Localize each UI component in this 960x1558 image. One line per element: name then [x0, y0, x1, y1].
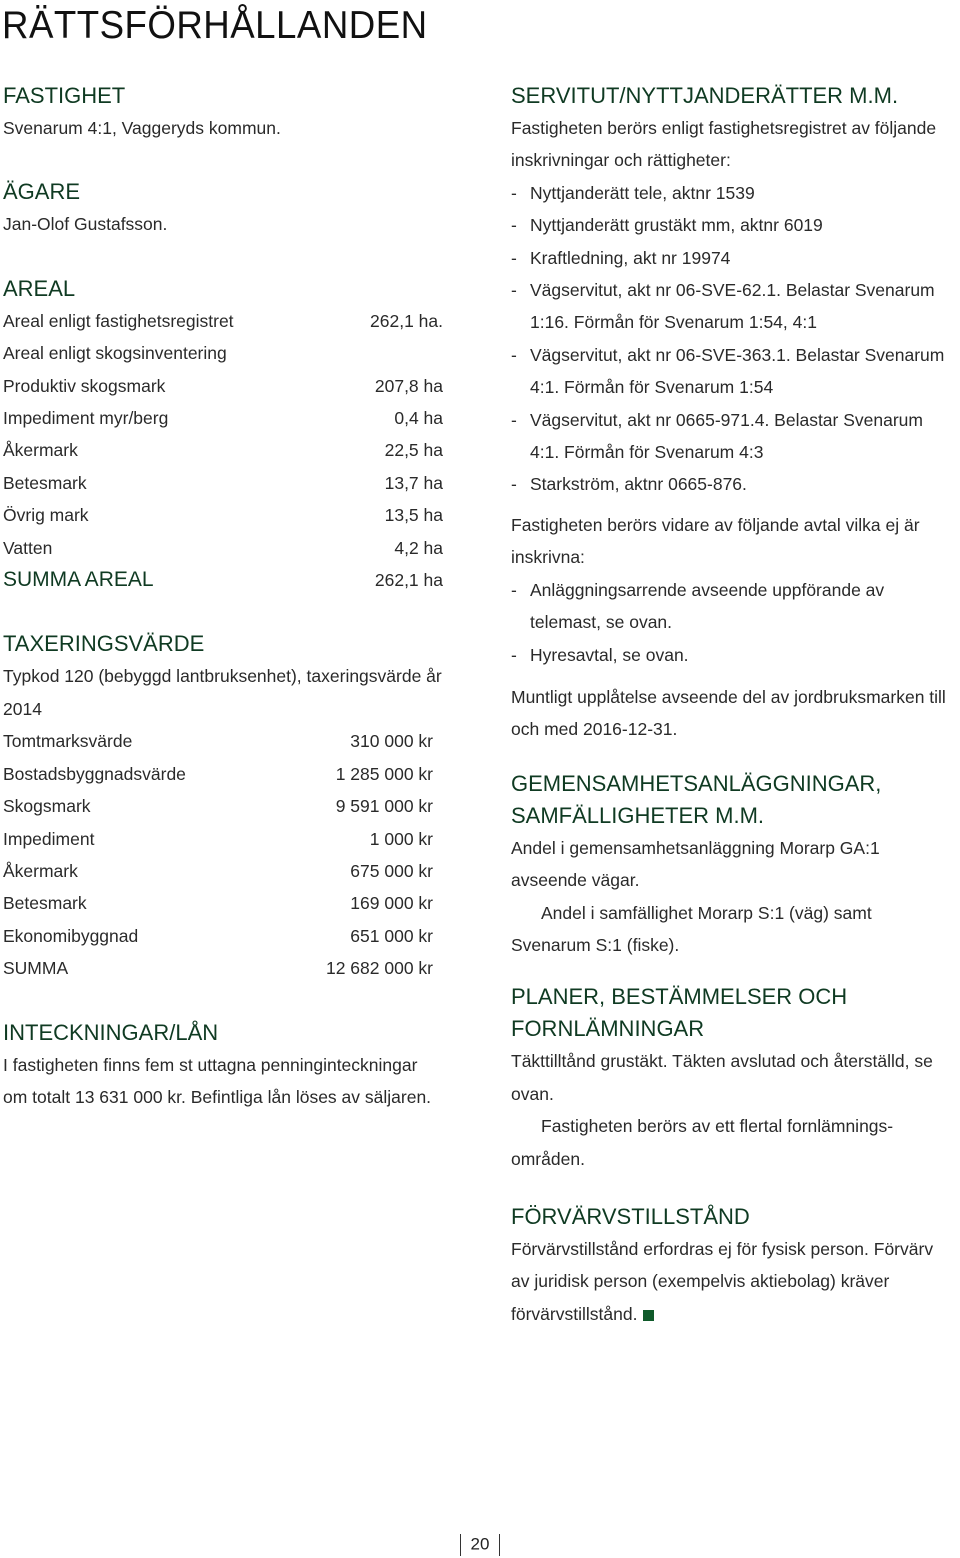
inteckningar-heading: INTECKNINGAR/LÅN [3, 1019, 219, 1045]
taxering-heading: TAXERINGSVÄRDE [3, 631, 205, 657]
taxering-row-value: 9 591 000 kr [335, 796, 433, 817]
taxering-row-label: Skogsmark [3, 796, 91, 817]
gemensamhet-heading: GEMENSAMHETSANLÄGGNINGAR, SAMFÄLLIGHETER M.M. [511, 770, 882, 828]
gemensamhet-text2: Andel i samfällighet Morarp S:1 (väg) samt Svenarum S:1 (fiske). [511, 902, 872, 955]
taxering-intro: Typkod 120 (bebyggd lantbruksenhet), taxeringsvärde år 2014 [3, 666, 442, 719]
end-mark-icon [643, 1310, 654, 1321]
areal-sum-label: SUMMA AREAL [3, 568, 154, 592]
forvarv-text-block [511, 1233, 956, 1330]
areal-row-label: Betesmark [3, 472, 87, 493]
list-item-text: Kraftledning, akt nr 19974 [530, 247, 731, 268]
divider [460, 1534, 461, 1556]
list-item-text: Hyresavtal, se ovan. [530, 644, 689, 665]
taxering-row-value: 675 000 kr [350, 860, 433, 881]
servitut-intro2: Fastigheten berörs vidare av följande avtal vilka ej är inskrivna: [511, 514, 920, 568]
taxering-sum-value: 12 682 000 kr [325, 958, 433, 979]
areal-row [3, 370, 443, 402]
list-item-text: Anläggningsarrende avseende uppförande av telemast, se ovan. [530, 579, 885, 633]
list-item-text: Nyttjanderätt tele, aktnr 1539 [530, 182, 755, 203]
areal-row-value: 22,5 ha [384, 440, 443, 461]
areal-row-value: 4,2 ha [394, 537, 443, 558]
areal-row [3, 467, 443, 499]
avtal-list [511, 574, 956, 671]
areal-row [3, 402, 443, 434]
areal-row-label: Åkermark [3, 440, 78, 461]
areal-register-row [3, 305, 443, 337]
list-item: - Anläggningsarrende avseende uppförande av telemast, se ovan. [511, 574, 956, 639]
areal-row-value: 0,4 ha [394, 408, 443, 429]
list-item: - Nyttjanderätt grustäkt mm, aktnr 6019 [511, 209, 956, 241]
list-item: - Vägservitut, akt nr 06-SVE-62.1. Belastar Svenarum 1:16. Förmån för Svenarum 1:54, 4:1 [511, 274, 956, 339]
areal-register-value: 262,1 ha. [370, 310, 443, 331]
planer-text1: Täkttilltånd grustäkt. Täkten avslutad och återställd, se ovan. [511, 1051, 933, 1104]
list-item: - Starkström, aktnr 0665-876. [511, 468, 956, 500]
areal-row-value: 13,5 ha [384, 505, 443, 526]
list-item: - Hyresavtal, se ovan. [511, 639, 956, 671]
servitut-intro: Fastigheten berörs enligt fastighetsregistret av följande inskrivningar och rättigheter: [511, 118, 937, 171]
servitut-heading: SERVITUT/NYTTJANDERÄTTER M.M. [511, 83, 899, 108]
areal-row-label: Impediment myr/berg [3, 408, 169, 429]
taxering-row [3, 887, 433, 919]
areal-row-value: 207,8 ha [374, 375, 443, 396]
areal-row [3, 499, 443, 531]
taxering-row-label: Tomtmarksvärde [3, 731, 133, 752]
areal-row [3, 434, 443, 466]
taxering-row-value: 1 285 000 kr [335, 763, 433, 784]
left-column [3, 80, 443, 1113]
divider [499, 1534, 500, 1556]
forvarv-text: Förvärvstillstånd erfordras ej för fysisk person. Förvärv av juridisk person (exempelvis aktiebolag) kräver förvärvstillstånd. [511, 1238, 934, 1324]
forvarv-heading: FÖRVÄRVSTILLSTÅND [511, 1203, 750, 1229]
gemensamhet-text1: Andel i gemensamhetsanläggning Morarp GA:1 avseende vägar. [511, 837, 880, 891]
taxering-row [3, 920, 433, 952]
taxering-row-label: Åkermark [3, 860, 78, 881]
taxering-row [3, 790, 433, 822]
list-item-text: Vägservitut, akt nr 06-SVE-62.1. Belastar Svenarum 1:16. Förmån för Svenarum 1:54, 4:1 [530, 280, 935, 333]
taxering-row [3, 855, 433, 887]
taxering-row-label: Betesmark [3, 893, 87, 914]
areal-inventory-label: Areal enligt skogsinventering [3, 343, 227, 364]
fastighet-heading: FASTIGHET [3, 83, 126, 108]
planer-heading: PLANER, BESTÄMMELSER OCH FORNLÄMNINGAR [511, 984, 848, 1042]
servitut-note: Muntligt upplåtelse avseende del av jordbruksmarken till och med 2016-12-31. [511, 686, 946, 740]
list-item-text: Starkström, aktnr 0665-876. [530, 474, 747, 495]
areal-row-label: Övrig mark [3, 505, 89, 526]
taxering-row-value: 651 000 kr [350, 925, 433, 946]
areal-row-value: 13,7 ha [384, 472, 443, 493]
taxering-row [3, 758, 433, 790]
servitut-list [511, 177, 956, 501]
areal-row-label: Produktiv skogsmark [3, 375, 166, 396]
areal-row [3, 532, 443, 564]
taxering-row [3, 823, 433, 855]
planer-text2: Fastigheten berörs av ett flertal fornlämningsområden. [511, 1116, 894, 1169]
agare-text: Jan-Olof Gustafsson. [3, 214, 168, 235]
list-item: - Vägservitut, akt nr 0665-971.4. Belastar Svenarum 4:1. Förmån för Svenarum 4:3 [511, 404, 956, 469]
taxering-row-label: Bostadsbyggnadsvärde [3, 763, 186, 784]
taxering-table [3, 725, 433, 984]
list-item: - Vägservitut, akt nr 06-SVE-363.1. Belastar Svenarum 4:1. Förmån för Svenarum 1:54 [511, 339, 956, 404]
taxering-sum-label: SUMMA [3, 958, 69, 979]
page-number: 20 [470, 1534, 490, 1554]
list-item: - Nyttjanderätt tele, aktnr 1539 [511, 177, 956, 209]
fastighet-text: Svenarum 4:1, Vaggeryds kommun. [3, 118, 281, 138]
list-item-text: Vägservitut, akt nr 0665-971.4. Belastar Svenarum 4:1. Förmån för Svenarum 4:3 [530, 409, 923, 463]
list-item-text: Vägservitut, akt nr 06-SVE-363.1. Belastar Svenarum 4:1. Förmån för Svenarum 1:54 [530, 344, 945, 398]
inteckningar-text: I fastigheten finns fem st uttagna penninginteckningar om totalt 13 631 000 kr. Befintliga lån löses av säljaren. [3, 1054, 432, 1107]
list-item-text: Nyttjanderätt grustäkt mm, aktnr 6019 [530, 215, 823, 236]
list-item: - Kraftledning, akt nr 19974 [511, 242, 956, 274]
taxering-row-label: Ekonomibyggnad [3, 925, 139, 946]
right-column [511, 80, 956, 1330]
page-footer [0, 1534, 960, 1556]
areal-table [3, 370, 443, 597]
taxering-sum-row [3, 952, 433, 984]
taxering-row-label: Impediment [3, 828, 95, 849]
page-title: RÄTTSFÖRHÅLLANDEN [2, 4, 428, 47]
areal-sum-value: 262,1 ha [374, 570, 443, 591]
taxering-row [3, 725, 433, 757]
areal-sum-row [3, 564, 443, 596]
areal-heading: AREAL [3, 275, 76, 301]
areal-register-label: Areal enligt fastighetsregistret [3, 310, 234, 331]
agare-heading: ÄGARE [3, 179, 81, 205]
areal-row-label: Vatten [3, 537, 53, 558]
taxering-row-value: 169 000 kr [350, 893, 433, 914]
taxering-row-value: 1 000 kr [369, 828, 433, 849]
taxering-row-value: 310 000 kr [350, 731, 433, 752]
